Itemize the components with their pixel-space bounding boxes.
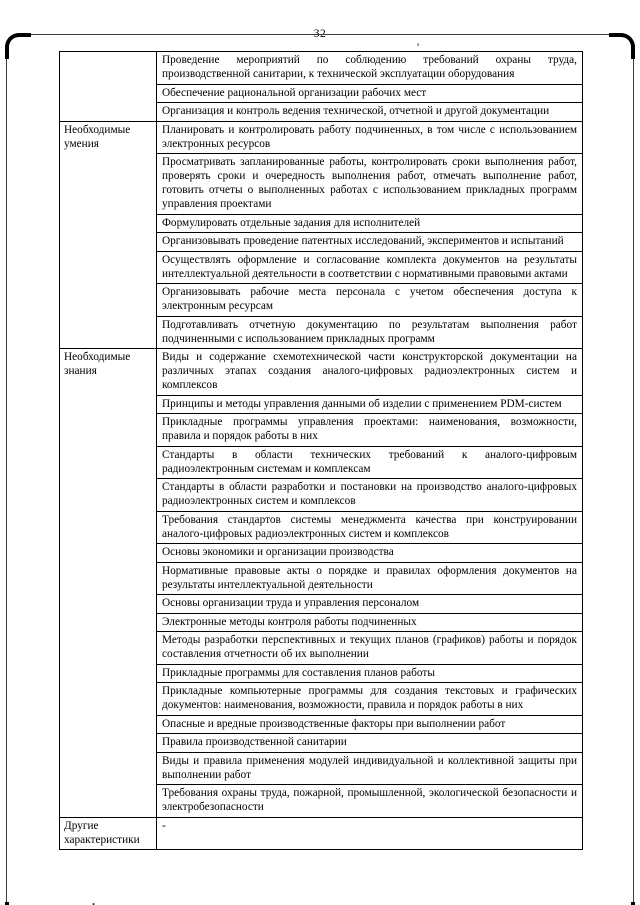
page-number: 32 bbox=[313, 28, 327, 40]
table-cell: Стандарты в области разработки и постановки на производство аналого-цифровых радиоэлектронных систем и комплексов bbox=[157, 479, 583, 512]
table-cell: Подготавливать отчетную документацию по результатам выполнения работ подчиненными с использованием прикладных программ bbox=[157, 316, 583, 349]
table-cell: Виды и правила применения модулей индивидуальной и коллективной защиты при выполнении работ bbox=[157, 752, 583, 785]
row-group-label: Необходимые знания bbox=[60, 349, 157, 818]
table-cell: Прикладные программы для составления планов работы bbox=[157, 664, 583, 683]
table-cell: Прикладные программы управления проектами: наименования, возможности, правила и порядок работы в них bbox=[157, 414, 583, 447]
table-row bbox=[60, 817, 583, 850]
table-cell: Организация и контроль ведения технической, отчетной и другой документации bbox=[157, 103, 583, 122]
scan-artifact-bottom: . bbox=[92, 894, 95, 905]
row-group-label bbox=[60, 52, 157, 122]
table-cell: Организовывать проведение патентных исследований, экспериментов и испытаний bbox=[157, 233, 583, 252]
table-cell: Осуществлять оформление и согласование комплекта документов на результаты интеллектуальной деятельности в соответствии с нормативными правовыми актами bbox=[157, 251, 583, 284]
scan-artifact-top: ' bbox=[417, 40, 420, 54]
table-row bbox=[60, 121, 583, 154]
table-cell: Формулировать отдельные задания для исполнителей bbox=[157, 214, 583, 233]
table-cell: Нормативные правовые акты о порядке и правилах оформления документов на результаты интеллектуальной деятельности bbox=[157, 562, 583, 595]
table-cell: Опасные и вредные производственные факторы при выполнении работ bbox=[157, 715, 583, 734]
table-cell: Требования стандартов системы менеджмента качества при конструировании аналого-цифровых радиоэлектронных систем и комплексов bbox=[157, 511, 583, 544]
table-cell: Организовывать рабочие места персонала с учетом обеспечения доступа к электронным ресурсам bbox=[157, 284, 583, 317]
table-cell: Правила производственной санитарии bbox=[157, 734, 583, 753]
table-cell: Обеспечение рациональной организации рабочих мест bbox=[157, 84, 583, 103]
table-cell: Принципы и методы управления данными об изделии с применением PDM-систем bbox=[157, 395, 583, 414]
standard-table-body bbox=[60, 52, 583, 850]
table-cell: Основы экономики и организации производства bbox=[157, 544, 583, 563]
professional-standard-table bbox=[59, 51, 583, 850]
table-cell: Основы организации труда и управления персоналом bbox=[157, 595, 583, 614]
table-cell: Требования охраны труда, пожарной, промышленной, экологической безопасности и электробезопасности bbox=[157, 785, 583, 818]
table-cell: Методы разработки перспективных и текущих планов (графиков) работы и порядок составления отчетности об их выполнении bbox=[157, 632, 583, 665]
table-cell: Стандарты в области технических требований к аналого-цифровым радиоэлектронным системам и комплексам bbox=[157, 446, 583, 479]
table-cell: Прикладные компьютерные программы для создания текстовых и графических документов: наименования, возможности, правила и порядок работы в них bbox=[157, 683, 583, 716]
table-cell: - bbox=[157, 817, 583, 850]
table-cell: Планировать и контролировать работу подчиненных, в том числе с использованием электронных ресурсов bbox=[157, 121, 583, 154]
table-cell: Электронные методы контроля работы подчиненных bbox=[157, 613, 583, 632]
table-cell: Просматривать запланированные работы, контролировать сроки выполнения работ, проверять сроки и очередность выполнения работ, отмечать выполнение работ, готовить отчеты о выполненных работах с использованием прикладных программ управления проектами bbox=[157, 154, 583, 215]
document-page bbox=[0, 28, 640, 905]
table-row bbox=[60, 349, 583, 396]
row-group-label: Необходимые умения bbox=[60, 121, 157, 349]
table-row bbox=[60, 52, 583, 85]
table-cell: Виды и содержание схемотехнической части конструкторской документации на различных этапах создания аналого-цифровых радиоэлектронных систем и комплексов bbox=[157, 349, 583, 396]
table-cell: Проведение мероприятий по соблюдению требований охраны труда, производственной санитарии, к технической эксплуатации оборудования bbox=[157, 52, 583, 85]
row-group-label: Другие характеристики bbox=[60, 817, 157, 850]
